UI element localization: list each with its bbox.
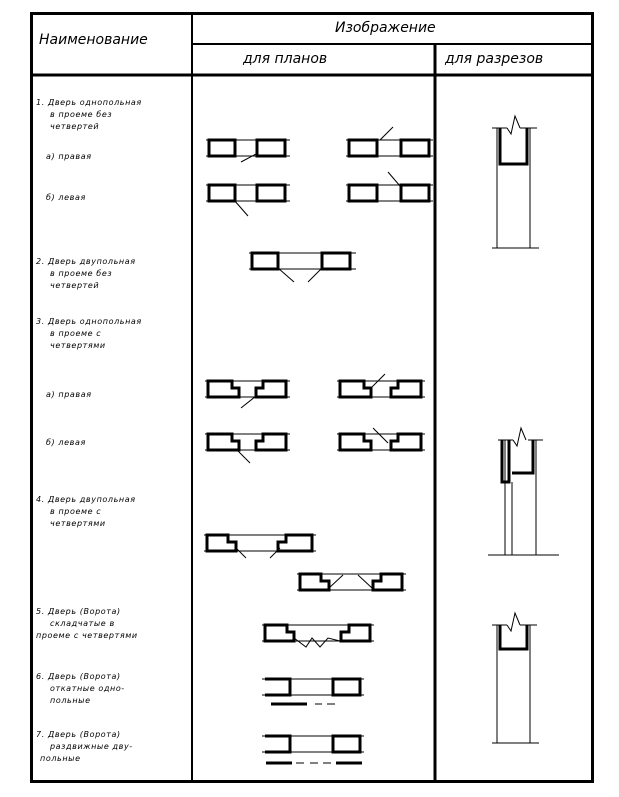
wall-block (349, 185, 377, 201)
item-7-line-1: 7. Дверь (Ворота) (36, 730, 121, 739)
item-7-line-2: раздвижные дву- (50, 742, 133, 751)
door-leaf (236, 548, 246, 558)
item-5 (36, 606, 186, 642)
column-header-plans: для планов (243, 51, 328, 67)
item-2 (36, 256, 186, 292)
section-symbol-1 (492, 116, 539, 248)
door-leaf (358, 575, 372, 588)
item-3-line-2: в проеме с (50, 329, 102, 338)
item-5-line-2: складчатые в (50, 619, 115, 628)
door-leaf (236, 449, 250, 463)
subitem-left-1: б) левая (46, 193, 86, 202)
column-header-sections: для разрезов (445, 51, 544, 67)
item-6-line-2: откатные одно- (50, 684, 125, 693)
door-leaf (278, 268, 294, 282)
item-1-line-3: четвертей (50, 122, 100, 131)
item-6-line-3: польные (50, 696, 91, 705)
folding-leaf (294, 638, 340, 647)
item-1 (36, 97, 186, 133)
item-3 (36, 316, 186, 352)
wall-block (209, 140, 235, 156)
section-symbol-3 (488, 428, 559, 555)
item-7 (36, 729, 186, 765)
item-5-line-1: 5. Дверь (Ворота) (36, 607, 121, 616)
item-2-line-1: 2. Дверь двупольная (36, 257, 136, 266)
door-leaf (308, 268, 322, 282)
column-header-image: Изображение (335, 20, 436, 36)
wall-block (401, 185, 429, 201)
item-4-line-1: 4. Дверь двупольная (36, 495, 136, 504)
door-leaf (373, 428, 388, 443)
item-2-line-3: четвертей (50, 281, 100, 290)
wall-block (257, 140, 285, 156)
wall-block (257, 185, 285, 201)
subitem-right-3: а) правая (46, 390, 92, 399)
door-leaf (388, 172, 400, 186)
item-6-line-1: 6. Дверь (Ворота) (36, 672, 121, 681)
door-leaf (329, 575, 343, 588)
item-6 (36, 671, 186, 707)
door-leaf (270, 548, 280, 558)
item-3-line-1: 3. Дверь однопольная (36, 317, 142, 326)
wall-block (349, 140, 377, 156)
wall-block (401, 140, 429, 156)
door-leaf (234, 200, 248, 216)
door-leaf (241, 154, 256, 162)
subitem-right-1: а) правая (46, 152, 92, 161)
door-symbol-1-plan (209, 140, 429, 201)
item-3-line-3: четвертями (50, 341, 106, 350)
column-header-name: Наименование (39, 32, 148, 48)
item-1-line-1: 1. Дверь однопольная (36, 98, 142, 107)
subitem-left-3: б) левая (46, 438, 86, 447)
item-1-line-2: в проеме без (50, 110, 113, 119)
item-5-line-3: проеме с четвертями (36, 631, 138, 640)
wall-block (209, 185, 235, 201)
item-4-line-3: четвертями (50, 519, 106, 528)
item-4-line-2: в проеме с (50, 507, 102, 516)
item-7-line-3: польные (40, 754, 81, 763)
item-4 (36, 494, 186, 530)
item-2-line-2: в проеме без (50, 269, 113, 278)
door-leaf (241, 396, 256, 408)
door-leaf (380, 127, 393, 140)
section-symbol-5 (492, 613, 539, 743)
